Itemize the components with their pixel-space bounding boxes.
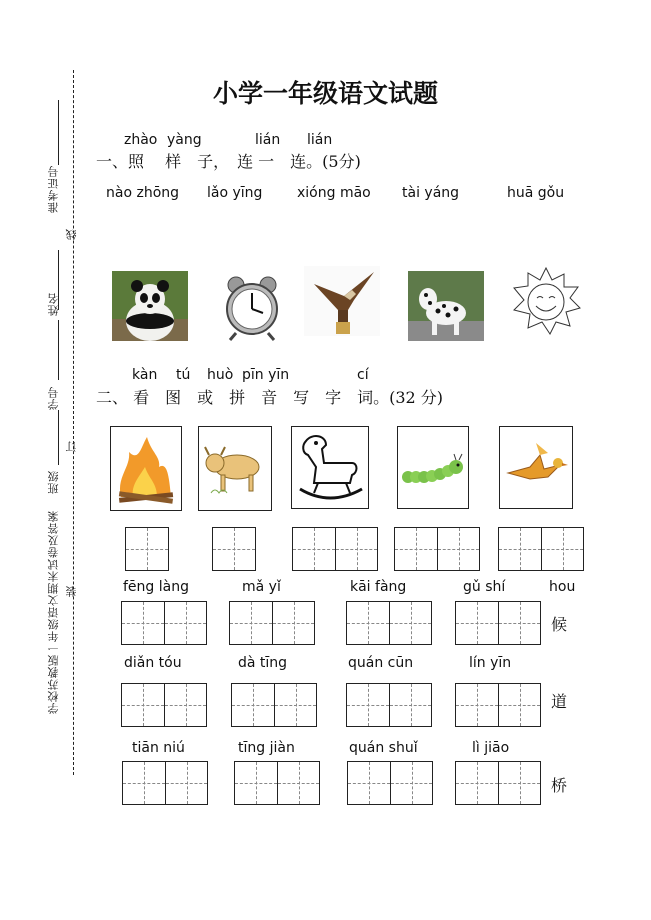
writing-grid[interactable] [455, 683, 541, 727]
q1-word: nào zhōng [106, 185, 180, 201]
q1-pinyin-yang: yàng [167, 132, 202, 148]
q2-word: quán shuǐ [349, 740, 418, 756]
page-title: 小学一年级语文试题 [212, 79, 438, 108]
writing-grid[interactable] [234, 761, 320, 805]
writing-cell[interactable] [389, 602, 431, 644]
q1-word: tài yáng [402, 185, 460, 201]
writing-cell[interactable] [230, 602, 272, 644]
cow-image [198, 426, 272, 511]
writing-grid[interactable] [346, 683, 432, 727]
q2-pinyin-tu: tú [176, 367, 191, 383]
q2-pinyin-huo: huò [207, 367, 234, 383]
q2-word: tīng jiàn [238, 740, 295, 756]
fire-image [110, 426, 182, 511]
q2-side-char: 候 [551, 615, 568, 634]
q2-word: kāi fàng [350, 579, 407, 595]
q2-pinyin-ci: cí [357, 367, 369, 383]
writing-cell[interactable] [395, 528, 437, 570]
writing-grid[interactable] [455, 601, 541, 645]
writing-cell[interactable] [456, 602, 498, 644]
q2-word: dà tīng [238, 655, 288, 671]
writing-grid[interactable] [455, 761, 541, 805]
bird-image [499, 426, 573, 509]
q1-instruction: 一、照 样 子， 连 一 连。(5分) [96, 152, 361, 171]
q2-pinyin-kan: kàn [132, 367, 158, 383]
writing-cell[interactable] [123, 762, 165, 804]
name-label: 姓名 [47, 292, 60, 316]
q2-word: mǎ yǐ [242, 579, 281, 595]
writing-cell[interactable] [274, 684, 316, 726]
q1-word: huā gǒu [507, 185, 565, 201]
class-blank [58, 410, 59, 465]
sun-image [508, 266, 584, 336]
q1-pinyin-lian2: lián [307, 132, 333, 148]
q2-side-char: 道 [551, 692, 568, 711]
eagle-image [304, 266, 380, 336]
writing-cell[interactable] [456, 684, 498, 726]
writing-cell[interactable] [541, 528, 583, 570]
writing-cell[interactable] [347, 684, 389, 726]
writing-cell[interactable] [213, 528, 255, 570]
writing-grid[interactable] [125, 527, 169, 571]
writing-cell[interactable] [122, 684, 164, 726]
writing-cell[interactable] [126, 528, 168, 570]
writing-cell[interactable] [499, 528, 541, 570]
writing-grid[interactable] [346, 601, 432, 645]
writing-grid[interactable] [229, 601, 315, 645]
q2-word: tiān niú [132, 740, 185, 756]
writing-cell[interactable] [164, 684, 206, 726]
dalmatian-dog-image [408, 271, 484, 341]
writing-cell[interactable] [164, 602, 206, 644]
q2-word: lì jiāo [472, 740, 510, 756]
q1-word: xióng māo [297, 185, 371, 201]
q1-pinyin-lian1: lián [255, 132, 281, 148]
q2-instruction: 二、 看 图 或 拼 音 写 字 词。(32 分) [96, 388, 444, 407]
alarm-clock-image [214, 271, 290, 341]
writing-grid[interactable] [121, 601, 207, 645]
q2-word: diǎn tóu [124, 655, 182, 671]
panda-image [112, 271, 188, 341]
writing-cell[interactable] [232, 684, 274, 726]
exam-title-vertical: 学校苏教版一年级语文期末试卷及答案 [47, 510, 60, 714]
binding-dashed-line [73, 70, 74, 775]
writing-cell[interactable] [293, 528, 335, 570]
binding-margin [0, 0, 90, 920]
writing-cell[interactable] [389, 684, 431, 726]
binding-mark-line: 线 [65, 228, 78, 240]
writing-grid[interactable] [212, 527, 256, 571]
q2-word: gǔ shí [463, 579, 506, 595]
writing-cell[interactable] [235, 762, 277, 804]
writing-cell[interactable] [390, 762, 432, 804]
writing-cell[interactable] [456, 762, 498, 804]
exam-no-label: 准考证号 [47, 165, 60, 213]
writing-grid[interactable] [121, 683, 207, 727]
writing-cell[interactable] [272, 602, 314, 644]
q2-word: hou [549, 579, 576, 595]
q2-word: quán cūn [348, 655, 414, 671]
binding-mark-ding: 订 [65, 440, 78, 452]
writing-cell[interactable] [335, 528, 377, 570]
q2-word: fēng làng [123, 579, 189, 595]
writing-cell[interactable] [498, 684, 540, 726]
writing-cell[interactable] [498, 602, 540, 644]
writing-cell[interactable] [277, 762, 319, 804]
writing-cell[interactable] [348, 762, 390, 804]
writing-grid[interactable] [347, 761, 433, 805]
writing-cell[interactable] [498, 762, 540, 804]
writing-grid[interactable] [394, 527, 480, 571]
class-label: 班级 [47, 470, 60, 494]
rocking-horse-image [291, 426, 369, 509]
writing-grid[interactable] [292, 527, 378, 571]
writing-cell[interactable] [122, 602, 164, 644]
writing-grid[interactable] [498, 527, 584, 571]
writing-cell[interactable] [347, 602, 389, 644]
student-no-label: 学号 [47, 386, 60, 410]
student-no-blank [58, 320, 59, 380]
q2-side-char: 桥 [551, 776, 568, 795]
binding-mark-zhuang: 装 [65, 585, 78, 597]
writing-grid[interactable] [122, 761, 208, 805]
writing-cell[interactable] [165, 762, 207, 804]
caterpillar-image [397, 426, 469, 509]
q2-word: lín yīn [469, 655, 512, 671]
q2-pinyin-pinyin: pīn yīn [242, 367, 290, 383]
q1-pinyin-zhao: zhào [124, 132, 158, 148]
q1-word: lǎo yīng [207, 185, 263, 201]
writing-cell[interactable] [437, 528, 479, 570]
writing-grid[interactable] [231, 683, 317, 727]
